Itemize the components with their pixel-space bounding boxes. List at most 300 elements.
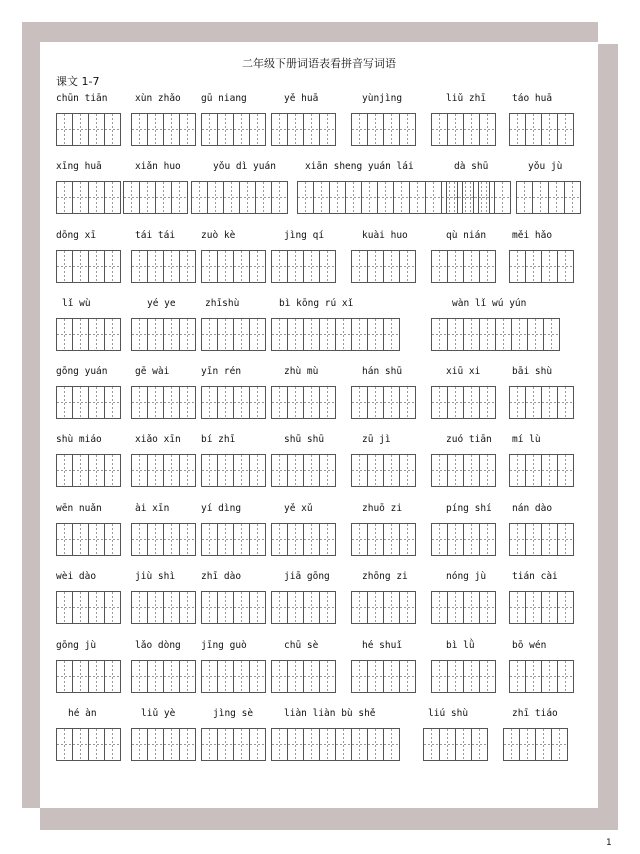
tianzige-cell[interactable] (319, 523, 336, 556)
tianzige-cell[interactable] (525, 250, 542, 283)
tianzige-cell[interactable] (104, 660, 121, 693)
writing-grid[interactable] (56, 113, 120, 146)
tianzige-cell[interactable] (201, 660, 218, 693)
tianzige-cell[interactable] (541, 386, 558, 419)
tianzige-cell[interactable] (557, 523, 574, 556)
tianzige-cell[interactable] (462, 181, 479, 214)
tianzige-cell[interactable] (131, 113, 148, 146)
tianzige-cell[interactable] (72, 181, 89, 214)
tianzige-cell[interactable] (56, 454, 73, 487)
tianzige-cell[interactable] (319, 728, 336, 761)
tianzige-cell[interactable] (479, 591, 496, 624)
tianzige-cell[interactable] (383, 660, 400, 693)
tianzige-cell[interactable] (463, 318, 480, 351)
tianzige-cell[interactable] (217, 591, 234, 624)
tianzige-cell[interactable] (383, 318, 400, 351)
tianzige-cell[interactable] (541, 660, 558, 693)
tianzige-cell[interactable] (532, 181, 549, 214)
writing-grid[interactable] (56, 591, 120, 624)
tianzige-cell[interactable] (147, 113, 164, 146)
tianzige-cell[interactable] (163, 250, 180, 283)
tianzige-cell[interactable] (249, 454, 266, 487)
writing-grid[interactable] (131, 454, 195, 487)
tianzige-cell[interactable] (455, 728, 472, 761)
writing-grid[interactable] (201, 591, 265, 624)
tianzige-cell[interactable] (319, 386, 336, 419)
tianzige-cell[interactable] (147, 250, 164, 283)
tianzige-cell[interactable] (155, 181, 172, 214)
tianzige-cell[interactable] (56, 113, 73, 146)
tianzige-cell[interactable] (163, 318, 180, 351)
tianzige-cell[interactable] (249, 250, 266, 283)
writing-grid[interactable] (56, 660, 120, 693)
tianzige-cell[interactable] (557, 454, 574, 487)
tianzige-cell[interactable] (447, 113, 464, 146)
tianzige-cell[interactable] (463, 113, 480, 146)
tianzige-cell[interactable] (351, 728, 368, 761)
tianzige-cell[interactable] (361, 181, 378, 214)
writing-grid[interactable] (201, 386, 265, 419)
tianzige-cell[interactable] (217, 386, 234, 419)
tianzige-cell[interactable] (431, 318, 448, 351)
tianzige-cell[interactable] (249, 318, 266, 351)
tianzige-cell[interactable] (233, 318, 250, 351)
writing-grid[interactable] (503, 728, 567, 761)
tianzige-cell[interactable] (163, 728, 180, 761)
tianzige-cell[interactable] (383, 454, 400, 487)
tianzige-cell[interactable] (367, 728, 384, 761)
tianzige-cell[interactable] (287, 250, 304, 283)
tianzige-cell[interactable] (509, 660, 526, 693)
writing-grid[interactable] (131, 591, 195, 624)
tianzige-cell[interactable] (439, 728, 456, 761)
tianzige-cell[interactable] (446, 181, 463, 214)
tianzige-cell[interactable] (335, 318, 352, 351)
writing-grid[interactable] (351, 386, 415, 419)
tianzige-cell[interactable] (367, 454, 384, 487)
tianzige-cell[interactable] (233, 728, 250, 761)
tianzige-cell[interactable] (479, 454, 496, 487)
tianzige-cell[interactable] (329, 181, 346, 214)
tianzige-cell[interactable] (509, 113, 526, 146)
tianzige-cell[interactable] (56, 728, 73, 761)
tianzige-cell[interactable] (297, 181, 314, 214)
writing-grid[interactable] (431, 113, 495, 146)
tianzige-cell[interactable] (104, 523, 121, 556)
tianzige-cell[interactable] (163, 113, 180, 146)
tianzige-cell[interactable] (88, 318, 105, 351)
tianzige-cell[interactable] (557, 660, 574, 693)
writing-grid[interactable] (56, 386, 120, 419)
writing-grid[interactable] (131, 523, 195, 556)
tianzige-cell[interactable] (104, 728, 121, 761)
tianzige-cell[interactable] (519, 728, 536, 761)
tianzige-cell[interactable] (217, 250, 234, 283)
tianzige-cell[interactable] (271, 591, 288, 624)
tianzige-cell[interactable] (179, 386, 196, 419)
tianzige-cell[interactable] (541, 250, 558, 283)
tianzige-cell[interactable] (509, 454, 526, 487)
writing-grid[interactable] (56, 454, 120, 487)
writing-grid[interactable] (431, 454, 495, 487)
tianzige-cell[interactable] (233, 454, 250, 487)
tianzige-cell[interactable] (495, 318, 512, 351)
writing-grid[interactable] (201, 250, 265, 283)
tianzige-cell[interactable] (383, 113, 400, 146)
tianzige-cell[interactable] (431, 454, 448, 487)
tianzige-cell[interactable] (147, 386, 164, 419)
tianzige-cell[interactable] (223, 181, 240, 214)
tianzige-cell[interactable] (201, 318, 218, 351)
tianzige-cell[interactable] (367, 591, 384, 624)
writing-grid[interactable] (509, 591, 573, 624)
tianzige-cell[interactable] (319, 113, 336, 146)
tianzige-cell[interactable] (249, 523, 266, 556)
tianzige-cell[interactable] (303, 454, 320, 487)
tianzige-cell[interactable] (179, 113, 196, 146)
tianzige-cell[interactable] (479, 113, 496, 146)
tianzige-cell[interactable] (409, 181, 426, 214)
tianzige-cell[interactable] (56, 181, 73, 214)
tianzige-cell[interactable] (104, 591, 121, 624)
tianzige-cell[interactable] (399, 250, 416, 283)
tianzige-cell[interactable] (351, 250, 368, 283)
tianzige-cell[interactable] (131, 386, 148, 419)
tianzige-cell[interactable] (557, 113, 574, 146)
tianzige-cell[interactable] (447, 454, 464, 487)
tianzige-cell[interactable] (88, 728, 105, 761)
tianzige-cell[interactable] (88, 591, 105, 624)
tianzige-cell[interactable] (525, 591, 542, 624)
tianzige-cell[interactable] (131, 728, 148, 761)
tianzige-cell[interactable] (303, 591, 320, 624)
tianzige-cell[interactable] (431, 523, 448, 556)
tianzige-cell[interactable] (88, 454, 105, 487)
tianzige-cell[interactable] (447, 250, 464, 283)
tianzige-cell[interactable] (72, 250, 89, 283)
tianzige-cell[interactable] (217, 660, 234, 693)
tianzige-cell[interactable] (367, 113, 384, 146)
writing-grid[interactable] (509, 386, 573, 419)
tianzige-cell[interactable] (104, 250, 121, 283)
tianzige-cell[interactable] (104, 181, 121, 214)
tianzige-cell[interactable] (249, 728, 266, 761)
tianzige-cell[interactable] (201, 113, 218, 146)
tianzige-cell[interactable] (399, 660, 416, 693)
tianzige-cell[interactable] (271, 660, 288, 693)
tianzige-cell[interactable] (383, 523, 400, 556)
tianzige-cell[interactable] (104, 454, 121, 487)
tianzige-cell[interactable] (541, 591, 558, 624)
tianzige-cell[interactable] (479, 250, 496, 283)
tianzige-cell[interactable] (463, 523, 480, 556)
tianzige-cell[interactable] (233, 523, 250, 556)
tianzige-cell[interactable] (509, 591, 526, 624)
tianzige-cell[interactable] (431, 250, 448, 283)
tianzige-cell[interactable] (541, 523, 558, 556)
tianzige-cell[interactable] (56, 523, 73, 556)
tianzige-cell[interactable] (171, 181, 188, 214)
writing-grid[interactable] (201, 660, 265, 693)
writing-grid[interactable] (191, 181, 287, 214)
tianzige-cell[interactable] (525, 113, 542, 146)
tianzige-cell[interactable] (72, 386, 89, 419)
tianzige-cell[interactable] (431, 591, 448, 624)
tianzige-cell[interactable] (541, 113, 558, 146)
tianzige-cell[interactable] (447, 386, 464, 419)
tianzige-cell[interactable] (163, 454, 180, 487)
tianzige-cell[interactable] (287, 386, 304, 419)
tianzige-cell[interactable] (72, 591, 89, 624)
tianzige-cell[interactable] (131, 523, 148, 556)
tianzige-cell[interactable] (431, 660, 448, 693)
tianzige-cell[interactable] (535, 728, 552, 761)
tianzige-cell[interactable] (271, 728, 288, 761)
tianzige-cell[interactable] (179, 454, 196, 487)
tianzige-cell[interactable] (249, 386, 266, 419)
tianzige-cell[interactable] (303, 113, 320, 146)
tianzige-cell[interactable] (163, 660, 180, 693)
tianzige-cell[interactable] (88, 181, 105, 214)
tianzige-cell[interactable] (447, 591, 464, 624)
tianzige-cell[interactable] (557, 250, 574, 283)
tianzige-cell[interactable] (88, 386, 105, 419)
tianzige-cell[interactable] (271, 250, 288, 283)
tianzige-cell[interactable] (319, 660, 336, 693)
tianzige-cell[interactable] (179, 250, 196, 283)
tianzige-cell[interactable] (191, 181, 208, 214)
tianzige-cell[interactable] (239, 181, 256, 214)
writing-grid[interactable] (271, 523, 335, 556)
tianzige-cell[interactable] (319, 250, 336, 283)
tianzige-cell[interactable] (516, 181, 533, 214)
tianzige-cell[interactable] (367, 318, 384, 351)
tianzige-cell[interactable] (179, 728, 196, 761)
tianzige-cell[interactable] (351, 591, 368, 624)
tianzige-cell[interactable] (131, 250, 148, 283)
tianzige-cell[interactable] (104, 386, 121, 419)
tianzige-cell[interactable] (351, 113, 368, 146)
tianzige-cell[interactable] (201, 591, 218, 624)
tianzige-cell[interactable] (564, 181, 581, 214)
writing-grid[interactable] (56, 728, 120, 761)
tianzige-cell[interactable] (463, 591, 480, 624)
tianzige-cell[interactable] (383, 728, 400, 761)
tianzige-cell[interactable] (479, 318, 496, 351)
writing-grid[interactable] (201, 318, 265, 351)
writing-grid[interactable] (201, 113, 265, 146)
writing-grid[interactable] (56, 523, 120, 556)
tianzige-cell[interactable] (367, 523, 384, 556)
tianzige-cell[interactable] (478, 181, 495, 214)
writing-grid[interactable] (271, 454, 335, 487)
writing-grid[interactable] (351, 113, 415, 146)
tianzige-cell[interactable] (179, 660, 196, 693)
tianzige-cell[interactable] (383, 386, 400, 419)
writing-grid[interactable] (271, 728, 399, 761)
writing-grid[interactable] (271, 660, 335, 693)
tianzige-cell[interactable] (88, 113, 105, 146)
tianzige-cell[interactable] (233, 113, 250, 146)
writing-grid[interactable] (509, 454, 573, 487)
writing-grid[interactable] (509, 113, 573, 146)
tianzige-cell[interactable] (147, 523, 164, 556)
tianzige-cell[interactable] (201, 386, 218, 419)
writing-grid[interactable] (509, 523, 573, 556)
tianzige-cell[interactable] (319, 318, 336, 351)
tianzige-cell[interactable] (217, 113, 234, 146)
tianzige-cell[interactable] (479, 386, 496, 419)
tianzige-cell[interactable] (201, 250, 218, 283)
tianzige-cell[interactable] (233, 250, 250, 283)
tianzige-cell[interactable] (131, 660, 148, 693)
tianzige-cell[interactable] (399, 454, 416, 487)
tianzige-cell[interactable] (147, 728, 164, 761)
tianzige-cell[interactable] (271, 113, 288, 146)
tianzige-cell[interactable] (56, 660, 73, 693)
writing-grid[interactable] (351, 591, 415, 624)
tianzige-cell[interactable] (72, 454, 89, 487)
tianzige-cell[interactable] (335, 728, 352, 761)
tianzige-cell[interactable] (557, 386, 574, 419)
tianzige-cell[interactable] (88, 660, 105, 693)
tianzige-cell[interactable] (287, 660, 304, 693)
tianzige-cell[interactable] (351, 523, 368, 556)
writing-grid[interactable] (431, 318, 559, 351)
tianzige-cell[interactable] (557, 591, 574, 624)
tianzige-cell[interactable] (303, 386, 320, 419)
tianzige-cell[interactable] (383, 591, 400, 624)
tianzige-cell[interactable] (72, 318, 89, 351)
tianzige-cell[interactable] (217, 318, 234, 351)
writing-grid[interactable] (201, 728, 265, 761)
writing-grid[interactable] (271, 113, 335, 146)
tianzige-cell[interactable] (303, 523, 320, 556)
writing-grid[interactable] (271, 591, 335, 624)
writing-grid[interactable] (201, 523, 265, 556)
tianzige-cell[interactable] (399, 591, 416, 624)
tianzige-cell[interactable] (271, 318, 288, 351)
tianzige-cell[interactable] (179, 523, 196, 556)
tianzige-cell[interactable] (123, 181, 140, 214)
tianzige-cell[interactable] (463, 454, 480, 487)
tianzige-cell[interactable] (367, 386, 384, 419)
tianzige-cell[interactable] (72, 113, 89, 146)
tianzige-cell[interactable] (249, 660, 266, 693)
writing-grid[interactable] (131, 660, 195, 693)
tianzige-cell[interactable] (527, 318, 544, 351)
tianzige-cell[interactable] (479, 660, 496, 693)
writing-grid[interactable] (271, 250, 335, 283)
writing-grid[interactable] (56, 250, 120, 283)
tianzige-cell[interactable] (179, 591, 196, 624)
tianzige-cell[interactable] (271, 523, 288, 556)
tianzige-cell[interactable] (319, 454, 336, 487)
tianzige-cell[interactable] (377, 181, 394, 214)
tianzige-cell[interactable] (393, 181, 410, 214)
writing-grid[interactable] (351, 660, 415, 693)
tianzige-cell[interactable] (351, 318, 368, 351)
tianzige-cell[interactable] (463, 660, 480, 693)
tianzige-cell[interactable] (287, 728, 304, 761)
tianzige-cell[interactable] (345, 181, 362, 214)
tianzige-cell[interactable] (463, 386, 480, 419)
tianzige-cell[interactable] (131, 591, 148, 624)
tianzige-cell[interactable] (217, 454, 234, 487)
tianzige-cell[interactable] (131, 454, 148, 487)
tianzige-cell[interactable] (525, 454, 542, 487)
writing-grid[interactable] (423, 728, 487, 761)
writing-grid[interactable] (123, 181, 187, 214)
tianzige-cell[interactable] (233, 660, 250, 693)
writing-grid[interactable] (351, 523, 415, 556)
tianzige-cell[interactable] (503, 728, 520, 761)
tianzige-cell[interactable] (201, 728, 218, 761)
tianzige-cell[interactable] (447, 318, 464, 351)
tianzige-cell[interactable] (56, 250, 73, 283)
tianzige-cell[interactable] (163, 523, 180, 556)
writing-grid[interactable] (351, 454, 415, 487)
writing-grid[interactable] (351, 250, 415, 283)
tianzige-cell[interactable] (303, 250, 320, 283)
writing-grid[interactable] (431, 250, 495, 283)
tianzige-cell[interactable] (351, 386, 368, 419)
tianzige-cell[interactable] (509, 386, 526, 419)
tianzige-cell[interactable] (233, 591, 250, 624)
writing-grid[interactable] (446, 181, 510, 214)
writing-grid[interactable] (431, 523, 495, 556)
tianzige-cell[interactable] (201, 454, 218, 487)
tianzige-cell[interactable] (147, 591, 164, 624)
writing-grid[interactable] (271, 386, 335, 419)
tianzige-cell[interactable] (399, 113, 416, 146)
tianzige-cell[interactable] (479, 523, 496, 556)
tianzige-cell[interactable] (179, 318, 196, 351)
tianzige-cell[interactable] (287, 523, 304, 556)
tianzige-cell[interactable] (88, 523, 105, 556)
tianzige-cell[interactable] (551, 728, 568, 761)
writing-grid[interactable] (431, 591, 495, 624)
tianzige-cell[interactable] (351, 660, 368, 693)
tianzige-cell[interactable] (163, 591, 180, 624)
tianzige-cell[interactable] (494, 181, 511, 214)
tianzige-cell[interactable] (543, 318, 560, 351)
tianzige-cell[interactable] (255, 181, 272, 214)
tianzige-cell[interactable] (463, 250, 480, 283)
writing-grid[interactable] (56, 181, 120, 214)
tianzige-cell[interactable] (72, 523, 89, 556)
tianzige-cell[interactable] (303, 660, 320, 693)
tianzige-cell[interactable] (249, 591, 266, 624)
tianzige-cell[interactable] (351, 454, 368, 487)
writing-grid[interactable] (131, 728, 195, 761)
tianzige-cell[interactable] (471, 728, 488, 761)
tianzige-cell[interactable] (56, 386, 73, 419)
tianzige-cell[interactable] (367, 660, 384, 693)
writing-grid[interactable] (431, 660, 495, 693)
tianzige-cell[interactable] (104, 113, 121, 146)
tianzige-cell[interactable] (147, 454, 164, 487)
tianzige-cell[interactable] (303, 728, 320, 761)
tianzige-cell[interactable] (201, 523, 218, 556)
tianzige-cell[interactable] (72, 728, 89, 761)
tianzige-cell[interactable] (131, 318, 148, 351)
writing-grid[interactable] (516, 181, 580, 214)
tianzige-cell[interactable] (447, 660, 464, 693)
tianzige-cell[interactable] (271, 386, 288, 419)
tianzige-cell[interactable] (287, 454, 304, 487)
tianzige-cell[interactable] (147, 660, 164, 693)
